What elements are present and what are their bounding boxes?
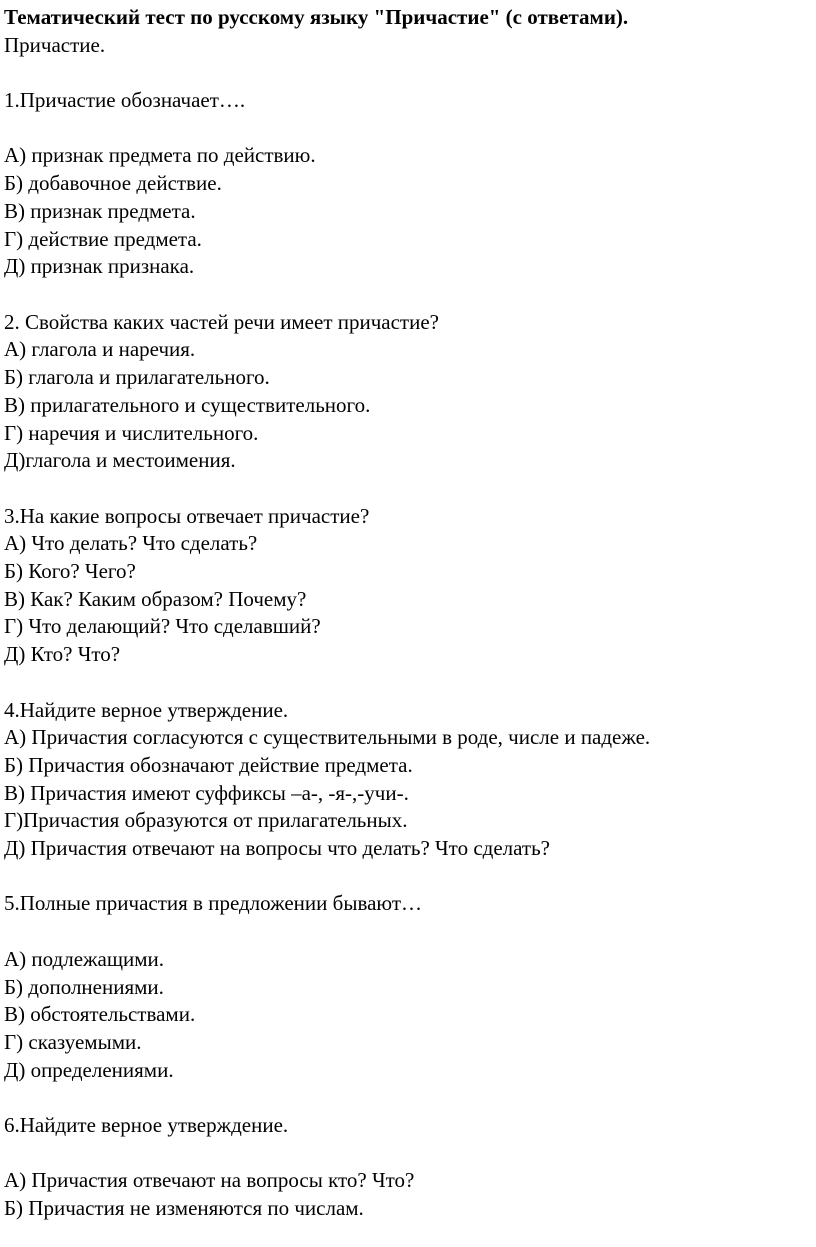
answer-option: Б) Кого? Чего? bbox=[4, 559, 136, 583]
answer-option: Г) наречия и числительного. bbox=[4, 420, 259, 445]
spacer bbox=[4, 115, 812, 143]
answer-option: Г) действие предмета. bbox=[4, 226, 202, 251]
answer-option: Б) Причастия не изменяются по числам. bbox=[4, 1196, 364, 1221]
answer-option: Б) добавочное действие. bbox=[4, 171, 222, 196]
answer-option: А) Причастия отвечают на вопросы кто? Что? bbox=[4, 1168, 415, 1193]
question-block-6 bbox=[4, 1112, 812, 1223]
spacer bbox=[4, 475, 812, 503]
answer-option: Б) Причастия обозначают действие предмета. bbox=[4, 752, 413, 777]
question-block-5 bbox=[4, 890, 812, 1084]
answer-option: Б) дополнениями. bbox=[4, 974, 164, 999]
question-text: 5.Полные причастия в предложении бывают… bbox=[4, 891, 422, 916]
answer-option: В) обстоятельствами. bbox=[4, 1002, 196, 1027]
answer-option: Г) сказуемыми. bbox=[4, 1029, 142, 1054]
answer-option: А) Причастия согласуются с существительными в роде, числе и падеже. bbox=[4, 725, 651, 750]
question-text: 6.Найдите верное утверждение. bbox=[4, 1113, 289, 1137]
spacer bbox=[4, 863, 812, 891]
answer-option: Д) Кто? Что? bbox=[4, 642, 121, 667]
spacer bbox=[4, 281, 812, 309]
question-text: 4.Найдите верное утверждение. bbox=[4, 697, 289, 722]
question-text: 2. Свойства каких частей речи имеет причастие? bbox=[4, 309, 439, 334]
answer-option: Д) Причастия отвечают на вопросы что делать? Что сделать? bbox=[4, 836, 550, 861]
answer-option: Д) признак признака. bbox=[4, 254, 195, 279]
spacer bbox=[4, 669, 812, 697]
answer-option: Г)Причастия образуются от прилагательных. bbox=[4, 808, 408, 833]
document-page bbox=[4, 4, 812, 1223]
answer-option: В) Причастия имеют суффиксы –а-, -я-,-учи-. bbox=[4, 780, 409, 805]
answer-option: Г) Что делающий? Что сделавший? bbox=[4, 614, 321, 639]
question-text: 3.На какие вопросы отвечает причастие? bbox=[4, 503, 370, 528]
question-block-2 bbox=[4, 309, 812, 475]
spacer bbox=[4, 59, 812, 87]
answer-option: А) признак предмета по действию. bbox=[4, 143, 316, 168]
answer-option: А) подлежащими. bbox=[4, 946, 165, 971]
answer-option: А) Что делать? Что сделать? bbox=[4, 531, 258, 556]
answer-option: Б) глагола и прилагательного. bbox=[4, 365, 270, 390]
spacer bbox=[4, 1084, 812, 1112]
answer-option: В) признак предмета. bbox=[4, 198, 196, 223]
spacer bbox=[4, 1140, 812, 1168]
spacer bbox=[4, 918, 812, 946]
question-text: 1.Причастие обозначает…. bbox=[4, 88, 246, 113]
document-title: Тематический тест по русскому языку "Причастие" (с ответами). bbox=[4, 5, 629, 29]
document-subtitle: Причастие. bbox=[4, 32, 106, 57]
question-block-3 bbox=[4, 503, 812, 669]
question-block-1 bbox=[4, 87, 812, 281]
question-block-4 bbox=[4, 697, 812, 863]
answer-option: Д) определениями. bbox=[4, 1057, 174, 1082]
answer-option: В) Как? Каким образом? Почему? bbox=[4, 586, 307, 611]
answer-option: А) глагола и наречия. bbox=[4, 337, 196, 362]
answer-option: Д)глагола и местоимения. bbox=[4, 448, 236, 473]
answer-option: В) прилагательного и существительного. bbox=[4, 392, 371, 417]
